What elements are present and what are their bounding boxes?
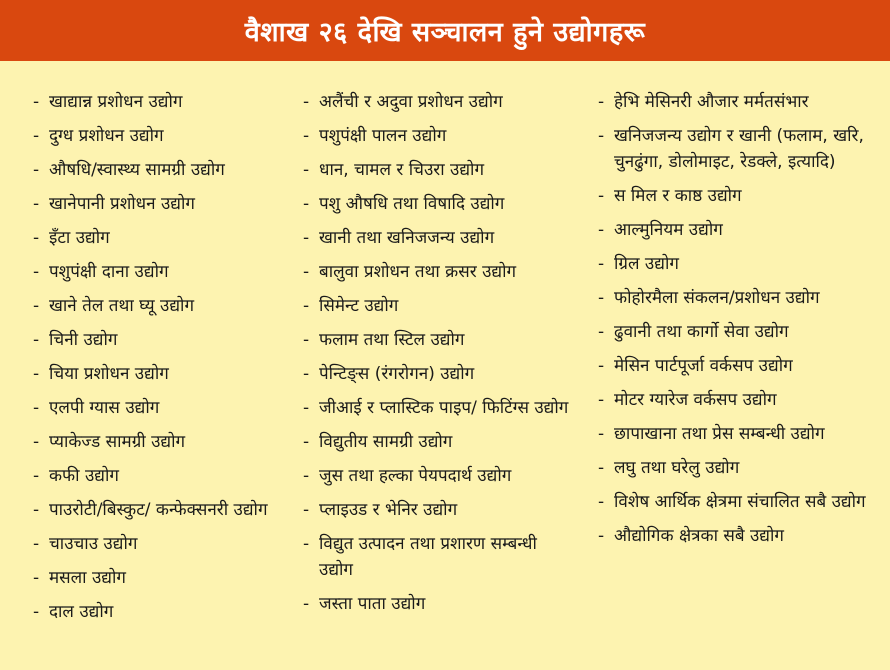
industry-list-item: - जीआई र प्लास्टिक पाइप/ फिटिंग्स उद्योग (303, 395, 575, 421)
industry-list-item: - मोटर ग्यारेज वर्कसप उद्योग (598, 387, 880, 413)
industry-list-item: - एलपी ग्यास उद्योग (33, 395, 293, 421)
industry-list-item: - इँटा उद्योग (33, 225, 293, 251)
page-title: वैशाख २६ देखि सञ्चालन हुने उद्योगहरू (244, 17, 646, 48)
industry-list-item: - खाने तेल तथा घ्यू उद्योग (33, 293, 293, 319)
industry-list-item: - प्याकेज्ड सामग्री उद्योग (33, 429, 293, 455)
industry-list-item: - विद्युत उत्पादन तथा प्रशारण सम्बन्धी उद्योग (303, 531, 575, 583)
industry-list-item: - खानी तथा खनिजजन्य उद्योग (303, 225, 575, 251)
industry-list-column-3 (598, 89, 880, 557)
industry-list-item: - दाल उद्योग (33, 599, 293, 625)
industry-list-item: - औषधि/स्वास्थ्य सामग्री उद्योग (33, 157, 293, 183)
industry-list-item: - फलाम तथा स्टिल उद्योग (303, 327, 575, 353)
industry-list-item: - खानेपानी प्रशोधन उद्योग (33, 191, 293, 217)
industry-list-item: - चाउचाउ उद्योग (33, 531, 293, 557)
industry-list-item: - जस्ता पाता उद्योग (303, 591, 575, 617)
industry-list-item: - जुस तथा हल्का पेयपदार्थ उद्योग (303, 463, 575, 489)
industry-list-item: - दुग्ध प्रशोधन उद्योग (33, 123, 293, 149)
industry-list-item: - बालुवा प्रशोधन तथा क्रसर उद्योग (303, 259, 575, 285)
industry-list-item: - प्लाइउड र भेनिर उद्योग (303, 497, 575, 523)
industry-list-item: - अलैंची र अदुवा प्रशोधन उद्योग (303, 89, 575, 115)
industry-list-item: - फोहोरमैला संकलन/प्रशोधन उद्योग (598, 285, 880, 311)
industry-list-item: - ग्रिल उद्योग (598, 251, 880, 277)
industry-list-item: - हेभि मेसिनरी औजार मर्मतसंभार (598, 89, 880, 115)
industry-list-item: - पशुपंक्षी दाना उद्योग (33, 259, 293, 285)
industry-list-item: - सिमेन्ट उद्योग (303, 293, 575, 319)
industry-list-item: - विशेष आर्थिक क्षेत्रमा संचालित सबै उद्योग (598, 489, 880, 515)
industry-list-item: - खाद्यान्न प्रशोधन उद्योग (33, 89, 293, 115)
industry-list-item: - औद्योगिक क्षेत्रका सबै उद्योग (598, 523, 880, 549)
industry-list-item: - पशु औषधि तथा विषादि उद्योग (303, 191, 575, 217)
industry-list-item: - चिनी उद्योग (33, 327, 293, 353)
industry-list-item: - स मिल र काष्ठ उद्योग (598, 183, 880, 209)
industry-list-column-2 (303, 89, 575, 625)
industry-list-item: - धान, चामल र चिउरा उद्योग (303, 157, 575, 183)
industry-list-item: - खनिजजन्य उद्योग र खानी (फलाम, खरि, चुनढुंगा, डोलोमाइट, रेडक्ले, इत्यादि) (598, 123, 880, 175)
industry-list-item: - विद्युतीय सामग्री उद्योग (303, 429, 575, 455)
industry-list-column-1 (33, 89, 293, 633)
industry-list-item: - पेन्टिङ्स (रंगरोगन) उद्योग (303, 361, 575, 387)
industry-list-item: - मेसिन पार्टपूर्जा वर्कसप उद्योग (598, 353, 880, 379)
industry-list-item: - मसला उद्योग (33, 565, 293, 591)
industry-list-item: - लघु तथा घरेलु उद्योग (598, 455, 880, 481)
industry-list-item: - आल्मुनियम उद्योग (598, 217, 880, 243)
industry-list-item: - ढुवानी तथा कार्गो सेवा उद्योग (598, 319, 880, 345)
industry-list-item: - छापाखाना तथा प्रेस सम्बन्धी उद्योग (598, 421, 880, 447)
title-banner (0, 0, 890, 61)
industry-list-item: - कफी उद्योग (33, 463, 293, 489)
industry-list-item: - पाउरोटी/बिस्कुट/ कन्फेक्सनरी उद्योग (33, 497, 293, 523)
industry-list-item: - चिया प्रशोधन उद्योग (33, 361, 293, 387)
industry-list-item: - पशुपंक्षी पालन उद्योग (303, 123, 575, 149)
